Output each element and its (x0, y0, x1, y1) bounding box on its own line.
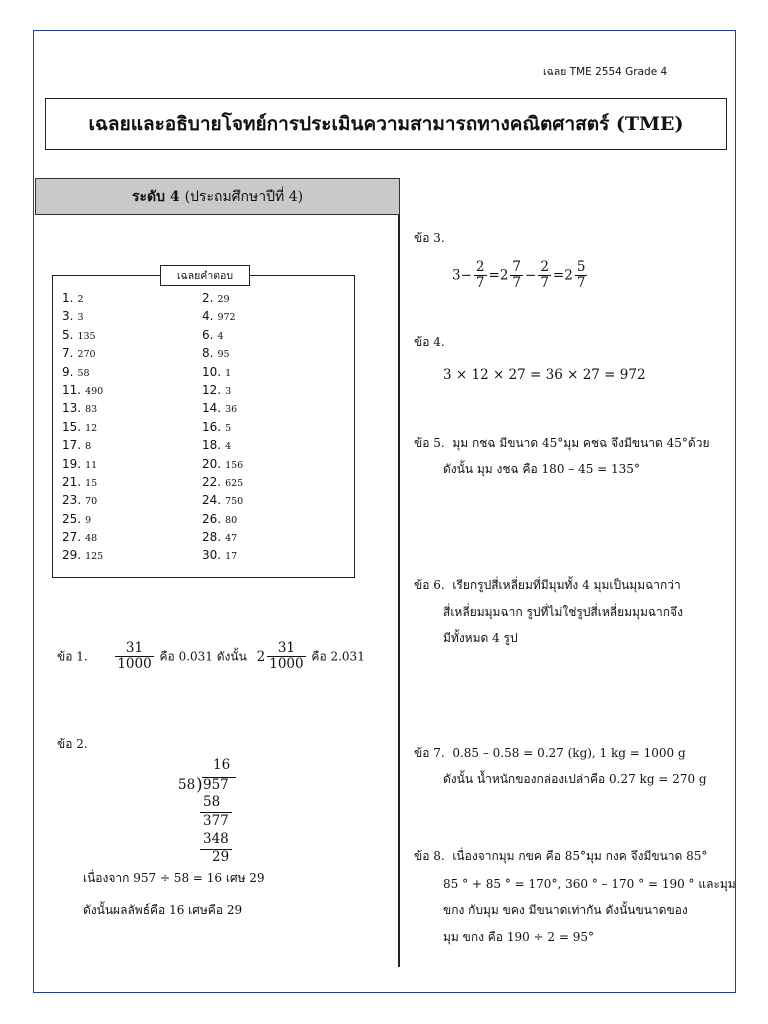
answer-item (202, 548, 342, 562)
header-tag: เฉลย TME 2554 Grade 4 (543, 66, 668, 78)
answer-item (202, 493, 342, 507)
answer-value: 58 (77, 367, 90, 379)
q4-expression: 3 × 12 × 27 = 36 × 27 = 972 (443, 367, 646, 383)
ld-bracket: ) (196, 775, 203, 795)
answer-value: 9 (85, 514, 92, 526)
answer-value: 70 (85, 496, 98, 508)
q5-label: ข้อ 5. (414, 436, 445, 450)
answer-number: 18. (202, 438, 222, 453)
q1-fraction (115, 641, 153, 672)
answer-item (62, 420, 202, 434)
ld-divisor: 58 (178, 777, 196, 793)
q1-num: 31 (125, 640, 144, 656)
answer-row (62, 548, 342, 566)
answer-number: 24. (202, 493, 222, 508)
level-heading (35, 178, 400, 215)
q8-line1: เนื่องจากมุม กขค คือ 85°มุม กงค จึงมีขนาด 85° (452, 849, 708, 863)
answer-value: 270 (77, 349, 96, 361)
q8-line3: ขกง กับมุม ขคง มีขนาดเท่ากัน ดังนั้นขนาดของ (443, 903, 688, 917)
answer-row (62, 328, 342, 346)
answer-value: 80 (225, 514, 238, 526)
answer-number: 7. (62, 346, 74, 361)
q3-f2n: 7 (512, 259, 521, 275)
q8-line2: 85 ° + 85 ° = 170°, 360 ° – 170 ° = 190 ° และมุม (443, 877, 736, 891)
q6-line1: เรียกรูปสี่เหลี่ยมที่มีมุมทั้ง 4 มุมเป็นมุมฉากว่า (452, 578, 681, 592)
page-title: เฉลยและอธิบายโจทย์การประเมินความสามารถทางคณิตศาสตร์ (TME) (45, 98, 727, 150)
answer-value: 12 (85, 422, 98, 434)
answer-value: 83 (85, 404, 98, 416)
answer-item (202, 309, 342, 323)
answer-row (62, 457, 342, 475)
q1 (57, 641, 365, 672)
answer-number: 23. (62, 493, 82, 508)
q1-is2: คือ 2.031 (311, 649, 365, 664)
answer-number: 12. (202, 382, 222, 397)
answer-number: 1. (62, 291, 74, 305)
answer-number: 16. (202, 419, 222, 434)
answer-item (62, 401, 202, 415)
answer-row (62, 291, 342, 309)
answer-value: 972 (217, 312, 236, 324)
q5 (414, 436, 709, 450)
answer-value: 95 (217, 349, 230, 361)
answer-value: 1 (225, 367, 232, 379)
answer-value: 3 (225, 385, 232, 397)
answer-row (62, 401, 342, 419)
answer-value: 490 (85, 385, 104, 397)
answer-row (62, 493, 342, 511)
answer-item (202, 512, 342, 526)
answer-number: 30. (202, 548, 222, 563)
q3-label: ข้อ 3. (414, 231, 445, 245)
q1-num2: 31 (277, 640, 295, 656)
answer-number: 26. (202, 511, 222, 526)
answer-value: 4 (217, 330, 224, 342)
q1-label: ข้อ 1. (57, 649, 88, 664)
answer-number: 13. (62, 401, 82, 416)
q5-line2: ดังนั้น มุม งชฉ คือ 180 – 45 = 135° (443, 462, 640, 476)
q1-whole: 2 (256, 648, 266, 665)
answer-item (202, 530, 342, 544)
answer-item (62, 457, 202, 471)
answer-item (202, 438, 342, 452)
answer-item (62, 475, 202, 489)
answer-key-label: เฉลยคำตอบ (160, 265, 250, 286)
ld-step-1: 58 (203, 794, 221, 810)
q1-den2: 1000 (269, 655, 304, 672)
answer-value: 125 (85, 551, 104, 563)
q1-is1: คือ 0.031 ดังนั้น (159, 649, 247, 664)
answer-number: 14. (202, 401, 222, 416)
answer-value: 15 (85, 477, 98, 489)
answer-item (202, 420, 342, 434)
answer-row (62, 438, 342, 456)
answer-row (62, 475, 342, 493)
q7 (414, 746, 686, 760)
answer-value: 135 (77, 330, 96, 342)
ld-remainder: 29 (212, 849, 230, 865)
answer-value: 156 (225, 459, 244, 471)
answer-value: 11 (85, 459, 98, 471)
ld-step-2: 377 (203, 813, 229, 829)
answer-value: 48 (85, 533, 98, 545)
answer-row (62, 512, 342, 530)
q2-line2: ดังนั้นผลลัพธ์คือ 16 เศษคือ 29 (83, 903, 243, 917)
q3-minus-2: − (525, 267, 537, 284)
q3-f1d: 7 (475, 274, 485, 291)
answer-number: 21. (62, 474, 82, 489)
answer-value: 625 (225, 477, 244, 489)
answer-key-grid (62, 291, 342, 567)
answer-item (202, 346, 342, 360)
answer-value: 17 (225, 551, 238, 563)
q8 (414, 849, 707, 863)
q7-line1: 0.85 – 0.58 = 0.27 (kg), 1 kg = 1000 g (452, 746, 686, 760)
answer-value: 2 (77, 294, 84, 305)
answer-number: 9. (62, 364, 74, 379)
answer-number: 22. (202, 474, 222, 489)
answer-item (202, 291, 342, 305)
q3-w3: 2 (564, 267, 573, 284)
q3-frac-4 (575, 260, 588, 291)
q3-eq-1: = (488, 267, 500, 284)
answer-number: 28. (202, 530, 222, 545)
answer-number: 19. (62, 456, 82, 471)
q3-f4d: 7 (576, 274, 586, 291)
q4-label: ข้อ 4. (414, 335, 445, 349)
answer-number: 25. (62, 511, 82, 526)
q7-line2: ดังนั้น น้ำหนักของกล่องเปล่าคือ 0.27 kg = 270 g (443, 772, 707, 786)
answer-number: 11. (62, 382, 82, 397)
column-divider (398, 215, 400, 967)
answer-number: 10. (202, 364, 222, 379)
answer-item (62, 530, 202, 544)
q3-w2: 2 (499, 267, 509, 284)
q3-minus-1: − (460, 267, 472, 284)
answer-row (62, 346, 342, 364)
level-rest: (ประถมศึกษาปีที่ 4) (184, 188, 304, 205)
answer-item (202, 401, 342, 415)
q2-label: ข้อ 2. (57, 737, 88, 751)
answer-row (62, 365, 342, 383)
q3-eq-2: = (552, 267, 565, 284)
q3-f2d: 7 (512, 274, 521, 291)
answer-number: 8. (202, 346, 214, 361)
answer-value: 29 (217, 294, 230, 305)
answer-number: 20. (202, 456, 222, 471)
answer-value: 3 (77, 312, 84, 324)
answer-item (62, 512, 202, 526)
q1-fraction-2 (267, 641, 305, 672)
answer-row (62, 530, 342, 548)
q2-line1: เนื่องจาก 957 ÷ 58 = 16 เศษ 29 (83, 871, 265, 885)
answer-row (62, 309, 342, 327)
answer-item (62, 383, 202, 397)
level-bold: ระดับ 4 (131, 188, 180, 205)
answer-number: 2. (202, 291, 214, 305)
q3-f3d: 7 (540, 274, 549, 291)
q6 (414, 578, 681, 592)
answer-item (202, 383, 342, 397)
answer-number: 3. (62, 309, 74, 324)
answer-row (62, 420, 342, 438)
answer-item (202, 328, 342, 342)
answer-item (202, 475, 342, 489)
answer-number: 15. (62, 419, 82, 434)
answer-value: 8 (85, 441, 92, 453)
ld-dividend: 957 (203, 777, 229, 793)
q6-label: ข้อ 6. (414, 578, 445, 592)
q7-label: ข้อ 7. (414, 746, 445, 760)
q6-line2: สี่เหลี่ยมมุมฉาก รูปที่ไม่ใช่รูปสี่เหลี่ยมมุมฉากจึง (443, 605, 683, 619)
q3-frac-3 (538, 260, 551, 291)
answer-item (202, 365, 342, 379)
answer-item (62, 328, 202, 342)
q8-label: ข้อ 8. (414, 849, 445, 863)
q3-frac-1 (474, 260, 487, 291)
answer-item (62, 309, 202, 323)
q3-a: 3 (452, 267, 461, 284)
q1-den: 1000 (117, 655, 152, 672)
answer-value: 750 (225, 496, 244, 508)
answer-item (62, 365, 202, 379)
ld-quotient: 16 (213, 757, 231, 773)
answer-item (62, 346, 202, 360)
answer-value: 4 (225, 441, 232, 453)
q3-expression (452, 260, 589, 291)
answer-item (62, 548, 202, 562)
q3-f4n: 5 (576, 259, 586, 275)
answer-number: 17. (62, 438, 82, 453)
q8-line4: มุม ขกง คือ 190 ÷ 2 = 95° (443, 930, 595, 944)
answer-item (202, 457, 342, 471)
q3-frac-2 (510, 260, 523, 291)
answer-item (62, 493, 202, 507)
answer-number: 29. (62, 548, 82, 563)
answer-value: 5 (225, 422, 232, 434)
answer-number: 27. (62, 530, 82, 545)
answer-value: 47 (225, 533, 238, 545)
q6-line3: มีทั้งหมด 4 รูป (443, 631, 518, 645)
answer-item (62, 438, 202, 452)
answer-number: 4. (202, 309, 214, 324)
q3-f3n: 2 (540, 259, 549, 275)
q5-line1: มุม กชฉ มีขนาด 45°มุม คชฉ จึงมีขนาด 45°ด้วย (452, 436, 710, 450)
ld-step-3: 348 (203, 831, 229, 847)
answer-number: 6. (202, 327, 214, 342)
q3-f1n: 2 (475, 259, 485, 275)
answer-number: 5. (62, 327, 74, 342)
answer-item (62, 291, 202, 305)
answer-row (62, 383, 342, 401)
answer-value: 36 (225, 404, 238, 416)
